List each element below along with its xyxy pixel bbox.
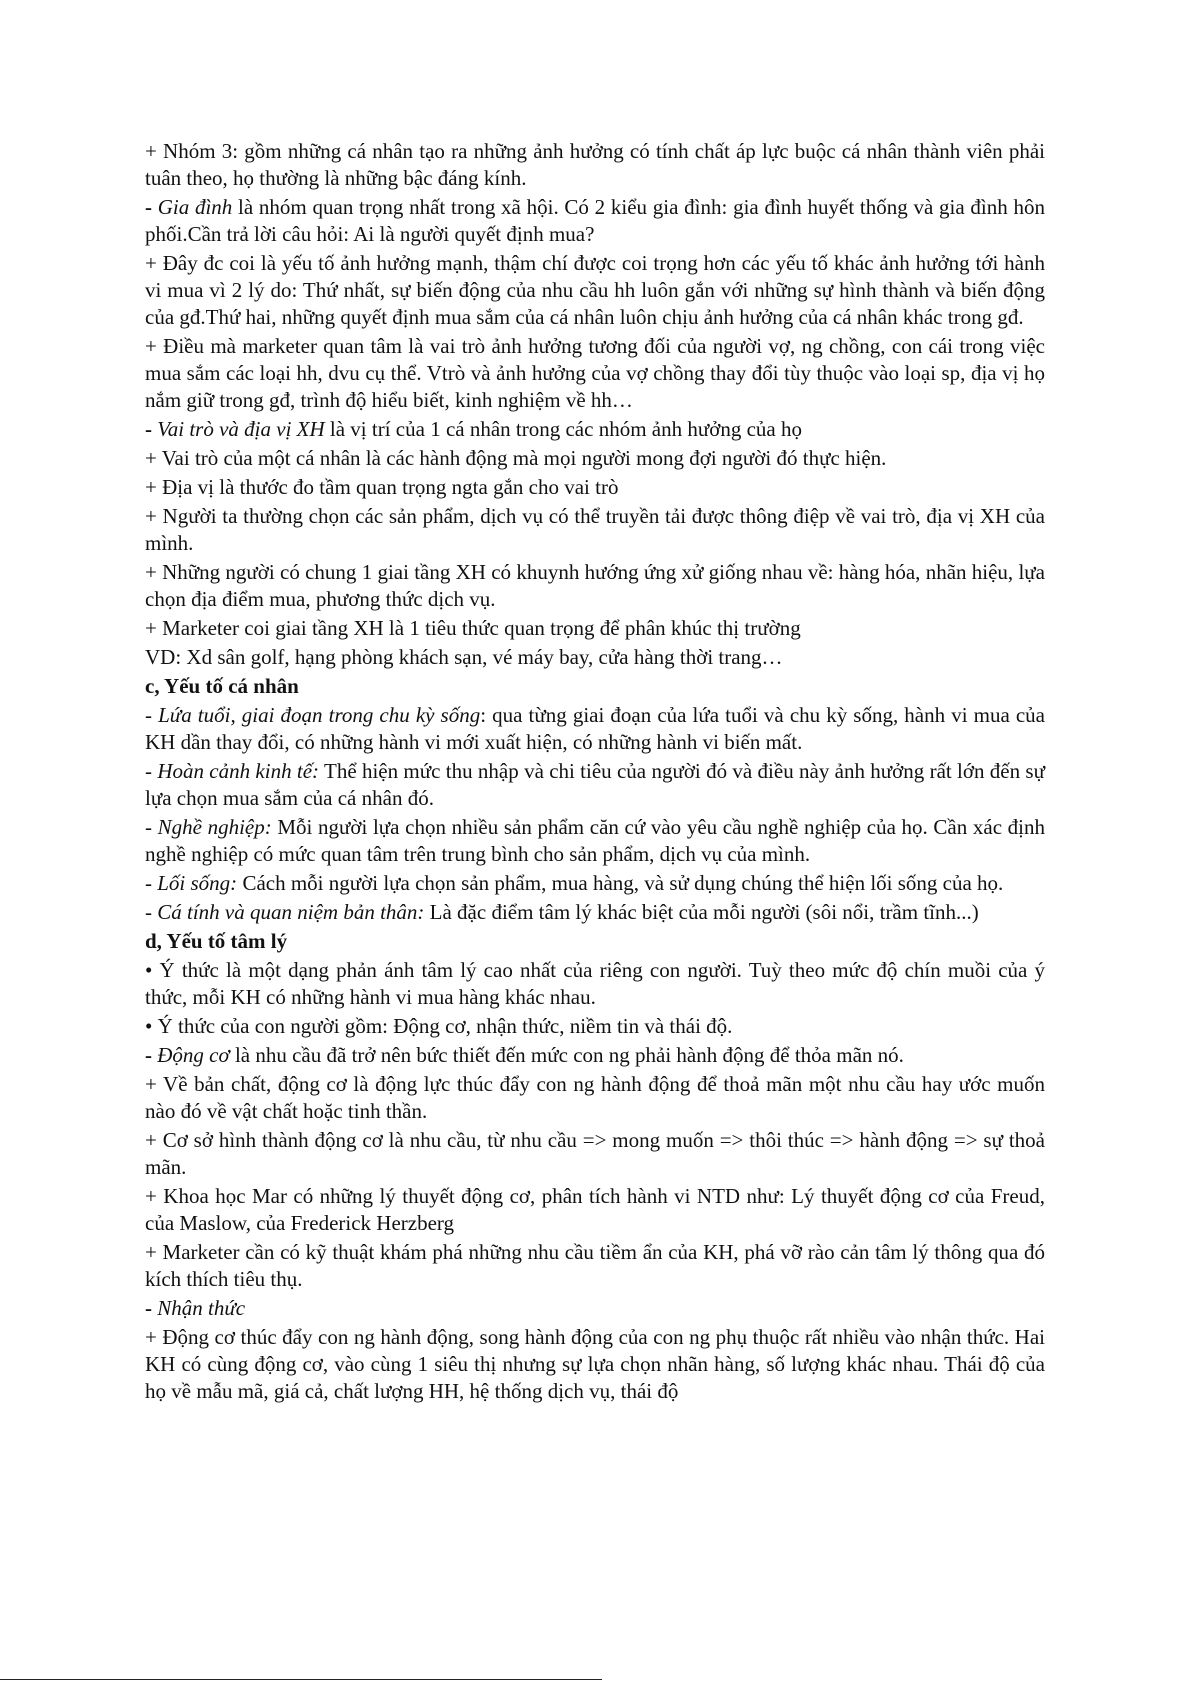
document-page	[145, 138, 1045, 1407]
paragraph-nhan-thuc-detail: + Động cơ thúc đẩy con ng hành động, song hành động của con ng phụ thuộc rất nhiều vào nhận thức. Hai KH có cùng động cơ, vào cùng 1 siêu thị nhưng sự lựa chọn nhãn hàng, số lượng khác nhau. Thái độ của họ về mẫu mã, giá cả, chất lượng HH, hệ thống dịch vụ, thái độ	[145, 1325, 1045, 1403]
paragraph-giai-tang: + Những người có chung 1 giai tầng XH có khuynh hướng ứng xử giống nhau về: hàng hóa, nhãn hiệu, lựa chọn địa điểm mua, phương thức dịch vụ.	[145, 560, 1045, 611]
paragraph-marketer-family-role: + Điều mà marketer quan tâm là vai trò ảnh hưởng tương đối của người vợ, ng chồng, con cái trong việc mua sắm các loại hh, dvu cụ thể. Vtrò và ảnh hưởng của vợ chồng thay đổi tùy thuộc vào loại sp, địa vị họ nắm giữ trong gđ, trình độ hiểu biết, kinh nghiệm về hh…	[145, 334, 1045, 412]
paragraph-ban-chat-dong-co: + Về bản chất, động cơ là động lực thúc đẩy con ng hành động để thoả mãn một nhu cầu hay ước muốn nào đó về vật chất hoặc tinh thần.	[145, 1072, 1045, 1123]
paragraph-loi-song: - Lối sống: Cách mỗi người lựa chọn sản phẩm, mua hàng, và sử dụng chúng thể hiện lối sống của họ.	[145, 871, 1004, 895]
paragraph-gia-dinh: - Gia đình là nhóm quan trọng nhất trong xã hội. Có 2 kiểu gia đình: gia đình huyết thống và gia đình hôn phối.Cần trả lời câu hỏi: Ai là người quyết định mua?	[145, 195, 1045, 246]
paragraph-dia-vi: + Địa vị là thước đo tầm quan trọng ngta gắn cho vai trò	[145, 475, 619, 499]
paragraph-nhom-3: + Nhóm 3: gồm những cá nhân tạo ra những ảnh hưởng có tính chất áp lực buộc cá nhân thành viên phải tuân theo, họ thường là những bậc đáng kính.	[145, 139, 1045, 190]
paragraph-y-thuc-gom: • Ý thức của con người gồm: Động cơ, nhận thức, niềm tin và thái độ.	[145, 1014, 733, 1038]
heading-yeu-to-tam-ly: d, Yếu tố tâm lý	[145, 929, 288, 953]
heading-yeu-to-ca-nhan: c, Yếu tố cá nhân	[145, 674, 299, 698]
paragraph-vd: VD: Xd sân golf, hạng phòng khách sạn, vé máy bay, cửa hàng thời trang…	[145, 645, 783, 669]
paragraph-chon-san-pham: + Người ta thường chọn các sản phẩm, dịch vụ có thể truyền tải được thông điệp về vai trò, địa vị XH của mình.	[145, 504, 1045, 555]
paragraph-nhan-thuc: - Nhận thức	[145, 1296, 246, 1320]
paragraph-phan-khuc: + Marketer coi giai tầng XH là 1 tiêu thức quan trọng để phân khúc thị trường	[145, 616, 801, 640]
paragraph-dong-co: - Động cơ là nhu cầu đã trở nên bức thiết đến mức con ng phải hành động để thỏa mãn nó.	[145, 1043, 904, 1067]
footer-divider	[0, 1679, 602, 1680]
paragraph-vai-tro: + Vai trò của một cá nhân là các hành động mà mọi người mong đợi người đó thực hiện.	[145, 446, 887, 470]
paragraph-hoan-canh-kinh-te: - Hoàn cảnh kinh tế: Thể hiện mức thu nhập và chi tiêu của người đó và điều này ảnh hưởng rất lớn đến sự lựa chọn mua sắm của cá nhân đó.	[145, 759, 1045, 810]
paragraph-ly-thuyet-dong-co: + Khoa học Mar có những lý thuyết động cơ, phân tích hành vi NTD như: Lý thuyết động cơ của Freud, của Maslow, của Frederick Herzberg	[145, 1184, 1045, 1235]
paragraph-co-so-dong-co: + Cơ sở hình thành động cơ là nhu cầu, từ nhu cầu => mong muốn => thôi thúc => hành động => sự thoả mãn.	[145, 1128, 1045, 1179]
paragraph-ca-tinh: - Cá tính và quan niệm bản thân: Là đặc điểm tâm lý khác biệt của mỗi người (sôi nổi, trầm tĩnh...)	[145, 900, 979, 924]
paragraph-lua-tuoi: - Lứa tuổi, giai đoạn trong chu kỳ sống: qua từng giai đoạn của lứa tuổi và chu kỳ sống, hành vi mua của KH dần thay đổi, có những hành vi mới xuất hiện, có những hành vi biến mất.	[145, 703, 1045, 754]
paragraph-ky-thuat-kham-pha: + Marketer cần có kỹ thuật khám phá những nhu cầu tiềm ẩn của KH, phá vỡ rào cản tâm lý thông qua đó kích thích tiêu thụ.	[145, 1240, 1045, 1291]
paragraph-y-thuc: • Ý thức là một dạng phản ánh tâm lý cao nhất của riêng con người. Tuỳ theo mức độ chín muồi của ý thức, mỗi KH có những hành vi mua hàng khác nhau.	[145, 958, 1045, 1009]
paragraph-vai-tro-dia-vi: - Vai trò và địa vị XH là vị trí của 1 cá nhân trong các nhóm ảnh hưởng của họ	[145, 417, 802, 441]
paragraph-nghe-nghiep: - Nghề nghiệp: Mỗi người lựa chọn nhiều sản phẩm căn cứ vào yêu cầu nghề nghiệp của họ. Cần xác định nghề nghiệp có mức quan tâm trên trung bình cho sản phẩm, dịch vụ của mình.	[145, 815, 1045, 866]
paragraph-gia-dinh-importance: + Đây đc coi là yếu tố ảnh hưởng mạnh, thậm chí được coi trọng hơn các yếu tố khác ảnh hưởng tới hành vi mua vì 2 lý do: Thứ nhất, sự biến động của nhu cầu hh luôn gắn với những sự hình thành và biến động của gđ.Thứ hai, những quyết định mua sắm của cá nhân luôn chịu ảnh hưởng của cá nhân khác trong gđ.	[145, 251, 1045, 329]
